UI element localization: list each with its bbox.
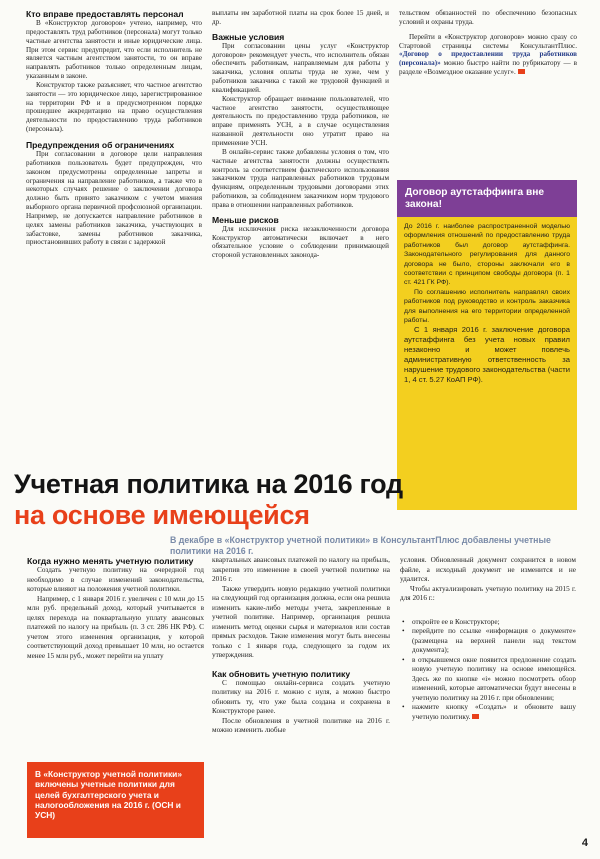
paragraph: Создать учетную политику на очередной год необходимо в случае изменений законодательства, которые влияют на положения учетной политики. <box>27 566 204 593</box>
paragraph: При согласовании в договоре цели направления работников пользователь будет предупрежден, что законом предусмотрены определенные запреты и ограничения на направление работников, а также что в некоторых случаях решение о заключении договора должно быть принято заказчиком с учетом мнения выборного органа первичной профсоюзной организации. Например, не допускается направление работников в целях замены работников заказчика, участвующих в забастовке, замены работников заказчика, приостановивших работу в связи с задержкой <box>26 149 202 247</box>
paragraph: В онлайн-сервис также добавлены условия о том, что частные агентства занятости должны осуществлять контроль за соответствием фактического использования заказчиком труда направленных работников трудовым функциям, определенным трудовыми договорами этих работников, за соблюдением заказчиком норм трудового права в отношении направленных работников. <box>212 147 389 209</box>
article-column-1 <box>27 556 204 661</box>
heading-less-risks: Меньше рисков <box>212 214 279 225</box>
list-item: • перейдите по ссылке «информация о документе» (размещена на верхней панели над текстом документа); <box>400 627 576 656</box>
paragraph: В «Конструктор договоров» учтено, например, что предоставлять труд работников (персонала) могут только частные агентства занятости и иные юридические лица. При этом сервис предупредит, что если исполнитель не является частным агентством занятости, то он вправе направлять работников только определенным лицам, указанным в законе. <box>26 19 202 81</box>
paragraph: По соглашению исполнитель направлял своих работников под руководство и контроль заказчика для выполнения на его территории определенной работы. <box>404 288 570 325</box>
page-number: 4 <box>581 837 588 849</box>
paragraph: После обновления в учетной политике на 2016 г. можно изменить любые <box>212 716 390 734</box>
paragraph: При согласовании цены услуг «Конструктор договоров» рекомендует учесть, что исполнитель обязан обеспечить работникам, направляемым для работы у заказчика, условия оплаты труда не хуже, чем у работников заказчика с такой же трудовой функцией и квалификацией. <box>212 41 389 94</box>
paragraph <box>399 33 577 77</box>
paragraph: До 2016 г. наиболее распространенной моделью оформления отношений по предоставлению труда работников был договор аутстаффинга. Законодательного регулирования для данного договора не было, стороны заключали его в соответствии с принципом свободы договора (п. 1 ст. 421 ГК РФ). <box>404 223 570 287</box>
outstaffing-box-body <box>397 217 577 390</box>
paragraph: тельством обязанностей по обеспечению безопасных условий и охраны труда. <box>399 9 577 26</box>
paragraph: Также утвердить новую редакцию учетной политики на следующий год организация должна, если она решила изменить какие-либо методы учета, закрепленные в учетной политике. Например, организация решила изменить метод оценки сырья и материалов или состав прямых расходов. Такие изменения могут быть внесены только с 1 января года, следующего за годом их утверждения. <box>212 584 390 659</box>
article-column-3 <box>400 556 576 722</box>
paragraph: квартальных авансовых платежей по налогу на прибыль, закрепив это изменение в своей учетной политике на 2016 г. <box>212 556 390 583</box>
end-mark-icon <box>518 69 525 74</box>
heading-warnings: Предупреждения об ограничениях <box>26 139 175 150</box>
outstaffing-box <box>397 180 577 510</box>
top-column-3 <box>399 9 577 77</box>
list-item-text: нажмите кнопку «Создать» и обновите вашу учетную политику. <box>412 703 576 721</box>
paragraph: Например, с 1 января 2016 г. увеличен с 10 млн до 15 млн руб. предельный доход, который учитывается в целях перехода на поквартальную уплату авансовых платежей по налогу на прибыль (п. 3 ст. 286 НК РФ). С учетом этого изменения организация, у которой соответствующий доход превышает 10 млн, но остается менее 15 млн руб., может перейти на уплату <box>27 594 204 660</box>
paragraph: Чтобы актуализировать учетную политику на 2015 г. для 2016 г.: <box>400 584 576 602</box>
article-column-2 <box>212 556 390 736</box>
list-item: • откройте ее в Конструкторе; <box>400 618 576 628</box>
article-title-line-1: Учетная политика на 2016 год <box>14 469 403 499</box>
heading-how-to-update: Как обновить учетную политику <box>212 668 351 679</box>
contract-link[interactable]: «Договор о предоставлении труда работников (персонала)» <box>399 50 577 68</box>
paragraph: Для исключения риска незаключенности договора Конструктор автоматически включает в него обязательное условие о соблюдении принимающей стороной установленных законода- <box>212 224 389 260</box>
article-headline <box>14 469 594 531</box>
callout-box: В «Конструктор учетной политики» включены учетные политики для целей бухгалтерского учета и налогообложения на 2016 г. (ОСН и УСН) <box>27 762 204 838</box>
list-item: • в открывшемся окне появится предложение создать новую учетную политику на основе имеющейся. Здесь же по кнопке «i» можно посмотреть обзор изменений, которые автоматически будут внесены в учетную политику на 2016 г. при обновлении; <box>400 656 576 704</box>
paragraph: условия. Обновленный документ сохранится в новом файле, а исходный документ не изменится и не удалится. <box>400 556 576 583</box>
paragraph-text: можно быстро найти по рубрикатору — в разделе «Возмездное оказание услуг». <box>399 59 577 77</box>
paragraph: С 1 января 2016 г. заключение договора аутстаффинга без учета новых правил незаконно и может повлечь административную ответственность за нарушение трудового законодательства (части 1, 4 ст. 5.27 КоАП РФ). <box>404 325 570 385</box>
top-column-2 <box>212 9 389 260</box>
list-item <box>400 703 576 722</box>
paragraph-text: Перейти в «Конструктор договоров» можно сразу со Стартовой страницы системы КонсультантПлюс. <box>399 32 577 50</box>
paragraph: Конструктор обращает внимание пользователей, что частное агентство занятости, осуществляющее деятельность по предоставлению труда работников, не вправе применять УСН, а в случае осуществления названной деятельности оно утратит право на применение УСН. <box>212 94 389 147</box>
heading-important-terms: Важные условия <box>212 31 285 42</box>
outstaffing-box-title: Договор аутстаффинга вне закона! <box>397 180 577 217</box>
paragraph: выплаты им заработной платы на срок более 15 дней, и др. <box>212 9 389 26</box>
article-title-line-2: на основе имеющейся <box>14 500 310 530</box>
heading-who-may-provide-staff: Кто вправе предоставлять персонал <box>26 9 184 19</box>
paragraph: С помощью онлайн-сервиса создать учетную политику на 2016 г. можно с нуля, а можно быстро обновить ту, что уже была создана и сохранена в Конструкторе ранее. <box>212 678 390 715</box>
paragraph: Конструктор также разъясняет, что частное агентство занятости — это юридическое лицо, зарегистрированное на территории РФ и в предусмотренном порядке прошедшее аккредитацию на право осуществления деятельности по предоставлению труда работников (персонала). <box>26 80 202 134</box>
top-column-1 <box>26 9 202 247</box>
heading-when-to-change: Когда нужно менять учетную политику <box>27 556 194 566</box>
article-lead: В декабре в «Конструктор учетной политики» в КонсультантПлюс добавлены учетные политики на 2016 г. <box>170 535 551 556</box>
end-mark-icon <box>472 714 479 719</box>
